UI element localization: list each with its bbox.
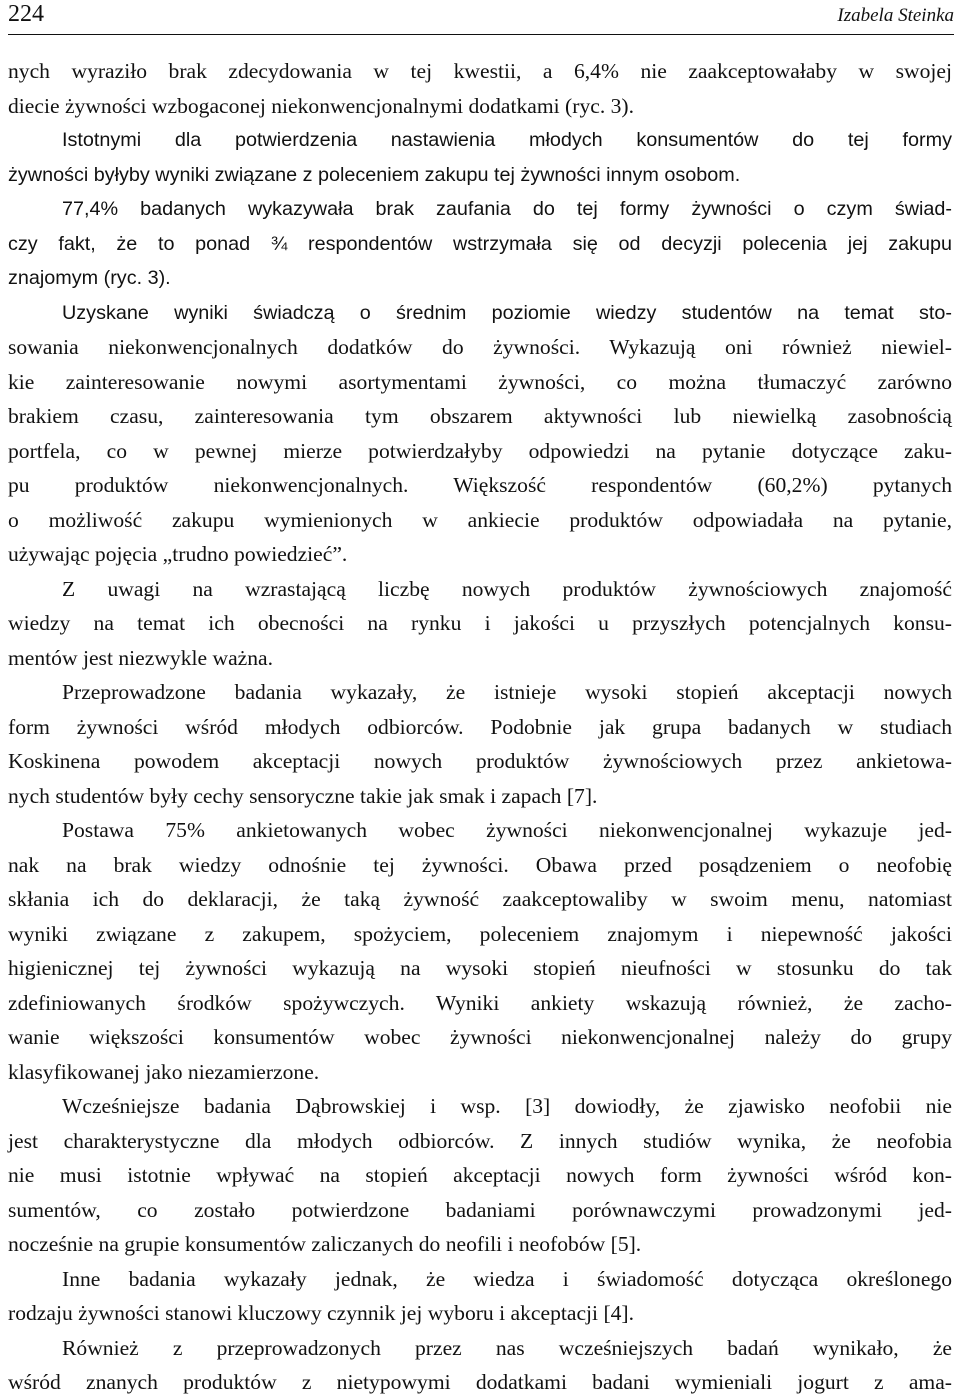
- running-header: [8, 2, 954, 35]
- text-line: wyniki związane z zakupem, spożyciem, poleceniem znajomym i niepewność jakości: [8, 921, 952, 946]
- text-line: Uzyskane wyniki świadczą o średnim poziomie wiedzy studentów na temat sto-: [62, 301, 952, 324]
- running-head-author: Izabela Steinka: [837, 5, 954, 26]
- text-line: kie zainteresowanie nowymi asortymentami żywności, co można tłumaczyć zarówno: [8, 369, 952, 394]
- text-line: znajomym (ryc. 3).: [8, 267, 171, 289]
- text-line: nych wyraziło brak zdecydowania w tej kwestii, a 6,4% nie zaakceptowałaby w swojej: [8, 59, 952, 83]
- text-line: wanie większości konsumentów wobec żywności niekonwencjonalnej należy do grupy: [8, 1025, 952, 1049]
- text-line: sumentów, co zostało potwierdzone badaniami porównawczymi prowadzonymi jed-: [8, 1197, 952, 1222]
- text-line: Również z przeprowadzonych przez nas wcześniejszych badań wynikało, że: [62, 1335, 952, 1360]
- text-line: Wcześniejsze badania Dąbrowskiej i wsp. [3] dowiodły, że zjawisko neofobii nie: [62, 1094, 952, 1118]
- page-number: 224: [8, 1, 44, 27]
- text-line: portfela, co w pewnej mierze potwierdzałyby odpowiedzi na pytanie dotyczące zaku-: [8, 438, 952, 463]
- text-line: brakiem czasu, zainteresowania tym obszarem aktywności lub niewielką zasobnością: [8, 404, 952, 428]
- text-line: Inne badania wykazały jednak, że wiedza i świadomość dotycząca określonego: [62, 1266, 952, 1291]
- text-line: form żywności wśród młodych odbiorców. Podobnie jak grupa badanych w studiach: [8, 714, 952, 739]
- text-line: mentów jest niezwykle ważna.: [8, 645, 274, 670]
- text-line: nocześnie na grupie konsumentów zaliczanych do neofili i neofobów [5].: [8, 1232, 642, 1256]
- text-line: wśród znanych produktów z nietypowymi dodatkami badani wymieniali jogurt z ama-: [8, 1370, 952, 1394]
- text-line: zdefiniowanych środków spożywczych. Wyniki ankiety wskazują również, że zacho-: [8, 990, 952, 1015]
- text-line: Przeprowadzone badania wykazały, że istnieje wysoki stopień akceptacji nowych: [62, 680, 952, 704]
- text-line: diecie żywności wzbogaconej niekonwencjonalnymi dodatkami (ryc. 3).: [8, 93, 635, 118]
- body-text: [8, 54, 952, 1400]
- text-line: używając pojęcia „trudno powiedzieć”.: [8, 542, 348, 566]
- text-line: Koskinena powodem akceptacji nowych produktów żywnościowych przez ankietowa-: [8, 749, 952, 773]
- text-line: nie musi istotnie wpływać na stopień akceptacji nowych form żywności wśród kon-: [8, 1163, 952, 1187]
- text-line: Istotnymi dla potwierdzenia nastawienia młodych konsumentów do tej formy: [62, 129, 952, 151]
- text-line: klasyfikowanej jako niezamierzone.: [8, 1059, 320, 1084]
- text-line: jest charakterystyczne dla młodych odbiorców. Z innych studiów wynika, że neofobia: [8, 1128, 952, 1153]
- text-line: rodzaju żywności stanowi kluczowy czynnik jej wyboru i akceptacji [4].: [8, 1301, 635, 1325]
- text-line: higienicznej tej żywności wykazują na wysoki stopień nieufności w stosunku do tak: [8, 956, 952, 980]
- text-line: Postawa 75% ankietowanych wobec żywności niekonwencjonalnej wykazuje jed-: [62, 818, 952, 842]
- text-line: pu produktów niekonwencjonalnych. Większość respondentów (60,2%) pytanych: [8, 473, 952, 497]
- text-line: wiedzy na temat ich obecności na rynku i jakości u przyszłych potencjalnych konsu-: [8, 611, 952, 635]
- text-line: Z uwagi na wzrastającą liczbę nowych produktów żywnościowych znajomość: [62, 576, 952, 601]
- text-line: nych studentów były cechy sensoryczne takie jak smak i zapach [7].: [8, 783, 598, 808]
- text-line: o możliwość zakupu wymienionych w ankiecie produktów odpowiadała na pytanie,: [8, 507, 952, 532]
- text-line: nak na brak wiedzy odnośnie tej żywności. Obawa przed posądzeniem o neofobię: [8, 852, 952, 877]
- text-line: sowania niekonwencjonalnych dodatków do żywności. Wykazują oni również niewiel-: [8, 335, 952, 359]
- text-line: żywności byłyby wyniki związane z poleceniem zakupu tej żywności innym osobom.: [8, 163, 741, 186]
- text-line: 77,4% badanych wykazywała brak zaufania do tej formy żywności o czym świad-: [62, 198, 952, 220]
- text-line: skłania ich do deklaracji, że taką żywność zaakceptowaliby w swoim menu, natomiast: [8, 887, 952, 911]
- text-line: czy fakt, że to ponad ¾ respondentów wstrzymała się od decyzji polecenia jej zakupu: [8, 232, 952, 255]
